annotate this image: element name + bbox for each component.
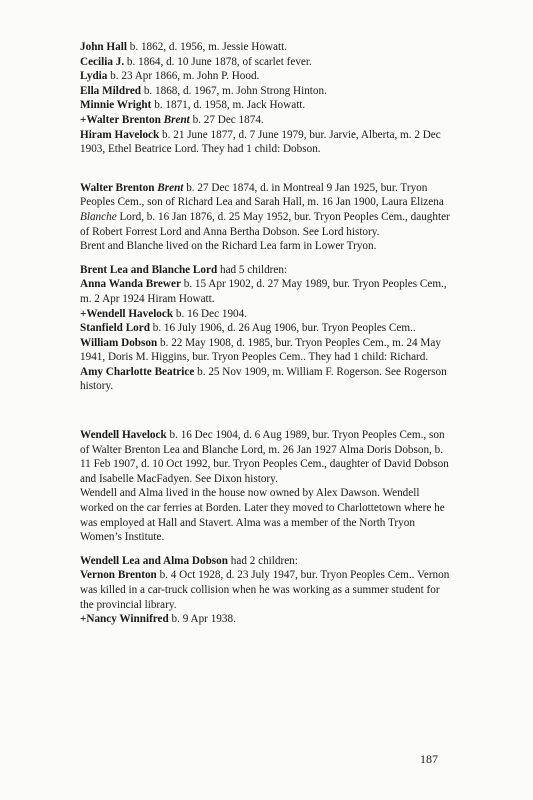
children-heading: Wendell Lea and Alma Dobson had 2 children: xyxy=(80,554,298,567)
child-entry: Stanfield Lord b. 16 July 1906, d. 26 Aug 1906, bur. Tryon Peoples Cem.. xyxy=(80,322,416,335)
child-entry: Vernon Brenton b. 4 Oct 1928, d. 23 July 1947, bur. Tryon Peoples Cem.. Vernon was killed in a car-truck collision when he was working as a summer student for the provincial library. xyxy=(80,569,450,611)
entry-cecilia: Cecilia J. b. 1864, d. 10 June 1878, of scarlet fever. xyxy=(80,55,312,68)
walter-brenton-bio: Walter Brenton Brent b. 27 Dec 1874, d. in Montreal 9 Jan 1925, bur. Tryon Peoples Cem., son of Richard Lea and Sarah Hall, m. 16 Jan 1900, Laura Elizena Blanche Lord, b. 16 Jan 1876, d. 25 May 1952, bur. Tryon Peoples Cem., daughter of Robert Forrest Lord and Anna Bertha Dobson. See Lord history. xyxy=(80,181,450,238)
children-heading: Brent Lea and Blanche Lord had 5 children: xyxy=(80,263,288,276)
entry-walter-brenton: +Walter Brenton Brent b. 27 Dec 1874. xyxy=(80,113,264,126)
child-entry: +Wendell Havelock b. 16 Dec 1904. xyxy=(80,307,248,320)
entry-lydia: Lydia b. 23 Apr 1866, m. John P. Hood. xyxy=(80,70,260,83)
child-entry: Amy Charlotte Beatrice b. 25 Nov 1909, m. William F. Rogerson. See Rogerson history. xyxy=(80,365,447,393)
child-entry: William Dobson b. 22 May 1908, d. 1985, bur. Tryon Peoples Cem., m. 24 May 1941, Doris M. Higgins, bur. Tryon Peoples Cem.. They had 1 child: Richard. xyxy=(80,336,441,364)
child-entry: Anna Wanda Brewer b. 15 Apr 1902, d. 27 May 1989, bur. Tryon Peoples Cem., m. 2 Apr 1924 Hiram Howatt. xyxy=(80,278,447,305)
entry-ella-mildred: Ella Mildred b. 1868, d. 1967, m. John Strong Hinton. xyxy=(80,84,327,97)
page-body xyxy=(80,40,455,627)
wendell-havelock-bio: Wendell Havelock b. 16 Dec 1904, d. 6 Aug 1989, bur. Tryon Peoples Cem., son of Walter Brenton Lea and Blanche Lord, m. 26 Jan 1927 Alma Doris Dobson, b. 11 Feb 1907, d. 10 Oct 1992, bur. Tryon Peoples Cem., daughter of David Dobson and Isabelle MacFadyen. See Dixon history. xyxy=(80,429,449,485)
page-number: 187 xyxy=(420,752,438,766)
entry-john-hall: John Hall b. 1862, d. 1956, m. Jessie Howatt. xyxy=(80,41,287,53)
walter-brenton-note: Brent and Blanche lived on the Richard Lea farm in Lower Tryon. xyxy=(80,240,377,253)
entry-hiram-havelock: Hiram Havelock b. 21 June 1877, d. 7 June 1979, bur. Jarvie, Alberta, m. 2 Dec 1903, Ethel Beatrice Lord. They had 1 child: Dobson. xyxy=(80,128,441,156)
child-entry: +Nancy Winnifred b. 9 Apr 1938. xyxy=(80,613,236,626)
sibling-list xyxy=(80,40,455,157)
entry-minnie-wright: Minnie Wright b. 1871, d. 1958, m. Jack Howatt. xyxy=(80,99,306,112)
wendell-havelock-note: Wendell and Alma lived in the house now owned by Alex Dawson. Wendell worked on the car ferries at Borden. Later they moved to Charlottetown where he was employed at Hall and Stavert. Alma was a member of the North Tryon Women’s Institute. xyxy=(80,487,445,544)
wendell-havelock-section xyxy=(80,428,455,627)
walter-brenton-section xyxy=(80,181,455,394)
